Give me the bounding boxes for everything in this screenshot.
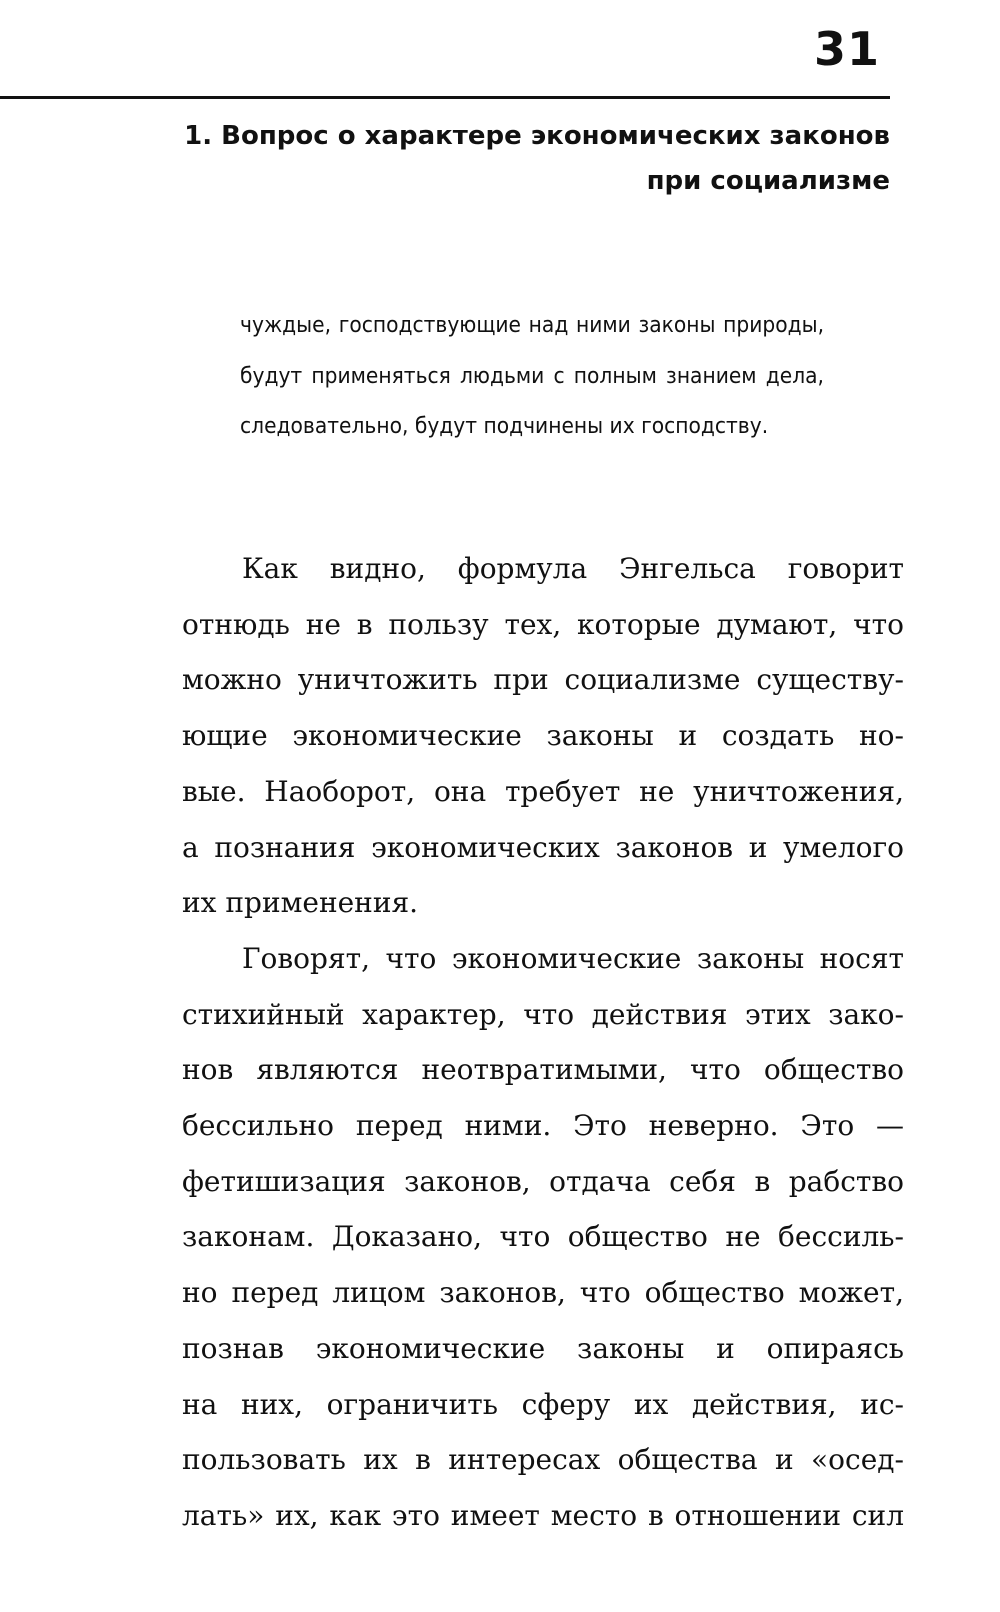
text-line: Говорят, что экономические законы носят <box>242 941 904 975</box>
header-rule <box>0 96 890 99</box>
text-line: на них, ограничить сферу их действия, ис- <box>182 1387 904 1421</box>
running-head <box>150 114 890 204</box>
text-line: лать» их, как это имеет место в отношении сил <box>182 1498 904 1532</box>
quotation-block: чуждые, господствующие над ними законы природы, будут применяться людьми с полным знанием дела, следовательно, будут подчинены их господству. <box>240 312 824 439</box>
text-line: вые. Наоборот, она требует не уничтожения, <box>182 774 904 808</box>
text-line: пользовать их в интересах общества и «осед- <box>182 1443 904 1477</box>
text-line: а познания экономических законов и умелого <box>182 830 904 864</box>
text-line: но перед лицом законов, что общество может, <box>182 1276 904 1310</box>
paragraph <box>182 931 904 1544</box>
text-line: отнюдь не в пользу тех, которые думают, что <box>182 607 904 641</box>
text-line: законам. Доказано, что общество не бессиль- <box>182 1220 904 1254</box>
text-line: фетишизация законов, отдача себя в рабство <box>182 1164 904 1198</box>
text-line: Как видно, формула Энгельса говорит <box>242 552 904 585</box>
running-head-line: 1. Вопрос о характере экономических законов <box>184 121 890 151</box>
body-text <box>182 541 904 1544</box>
text-line: ющие экономические законы и создать но- <box>182 719 904 753</box>
text-line: стихийный характер, что действия этих зако- <box>182 997 904 1031</box>
text-line: можно уничтожить при социализме существу- <box>182 663 904 697</box>
text-line: их применения. <box>182 886 419 920</box>
paragraph <box>182 541 904 931</box>
text-line: познав экономические законы и опираясь <box>182 1331 904 1365</box>
running-head-line: при социализме <box>646 166 890 196</box>
text-line: бессильно перед ними. Это неверно. Это — <box>182 1109 904 1143</box>
page-number: 31 <box>813 22 880 76</box>
text-line: нов являются неотвратимыми, что общество <box>182 1053 904 1087</box>
